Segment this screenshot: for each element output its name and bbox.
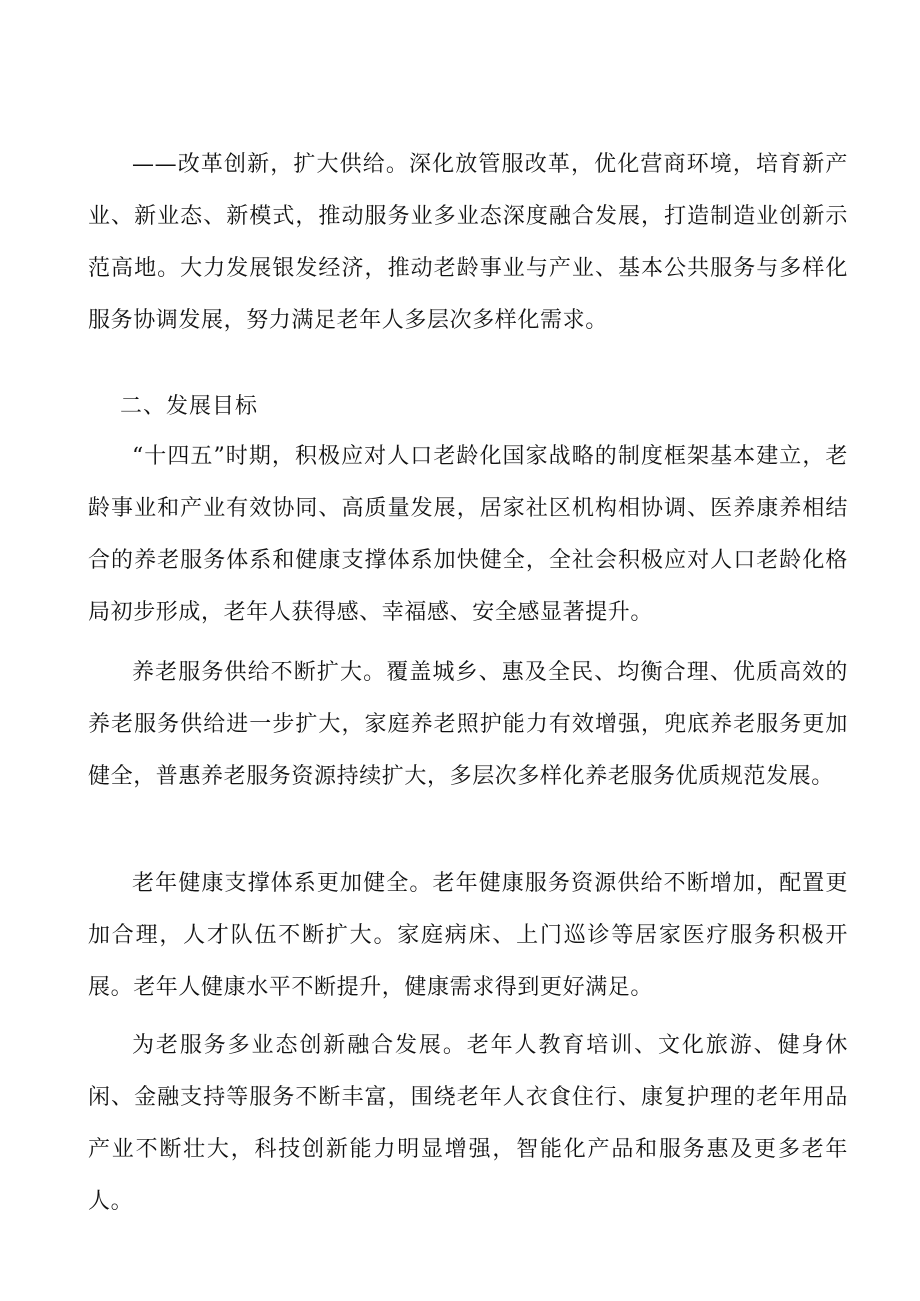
section-heading-development-goals: 二、发展目标 xyxy=(120,394,259,419)
paragraph-reform-innovation: ——改革创新，扩大供给。深化放管服改革，优化营商环境，培育新产业、新业态、新模式，推动服务业多业态深度融合发展，打造制造业创新示范高地。大力发展银发经济，推动老龄事业与产业、基本公共服务与多样化服务协调发展，努力满足老年人多层次多样化需求。 xyxy=(88,152,848,333)
paragraph-elderly-health-support: 老年健康支撑体系更加健全。老年健康服务资源供给不断增加，配置更加合理，人才队伍不断扩大。家庭病床、上门巡诊等居家医疗服务积极开展。老年人健康水平不断提升，健康需求得到更好满足。 xyxy=(88,871,848,1000)
paragraph-fourteenth-five-year: “十四五”时期，积极应对人口老龄化国家战略的制度框架基本建立，老龄事业和产业有效协同、高质量发展，居家社区机构相协调、医养康养相结合的养老服务体系和健康支撑体系加快健全，全社会积极应对人口老龄化格局初步形成，老年人获得感、幸福感、安全感显著提升。 xyxy=(88,444,848,625)
paragraph-elderly-care-supply: 养老服务供给不断扩大。覆盖城乡、惠及全民、均衡合理、优质高效的养老服务供给进一步扩大，家庭养老照护能力有效增强，兜底养老服务更加健全，普惠养老服务资源持续扩大，多层次多样化养老服务优质规范发展。 xyxy=(88,660,848,789)
paragraph-multi-format-services: 为老服务多业态创新融合发展。老年人教育培训、文化旅游、健身休闲、金融支持等服务不断丰富，围绕老年人衣食住行、康复护理的老年用品产业不断壮大，科技创新能力明显增强，智能化产品和服务惠及更多老年人。 xyxy=(88,1033,848,1214)
